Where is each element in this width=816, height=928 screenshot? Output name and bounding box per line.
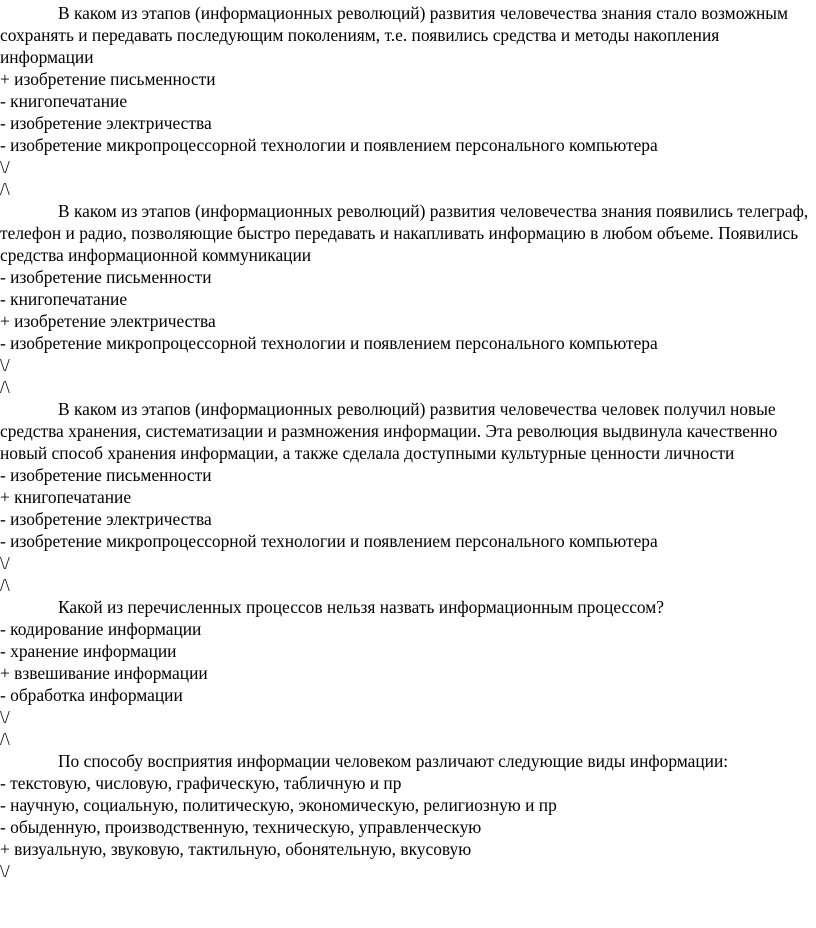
question-text: По способу восприятия информации человеком различают следующие виды информации: [58, 751, 729, 771]
answer-option: - изобретение письменности [0, 267, 212, 287]
separator-up: /\ [0, 729, 10, 749]
separator-down: \/ [0, 355, 10, 375]
answer-option: - научную, социальную, политическую, экономическую, религиозную и пр [0, 795, 557, 815]
answer-option: - изобретение электричества [0, 509, 212, 529]
answer-option: + визуальную, звуковую, тактильную, обонятельную, вкусовую [0, 839, 472, 859]
answer-option: + изобретение электричества [0, 311, 216, 331]
question-text: В каком из этапов (информационных революций) развития человечества человек получил новые средства хранения, систематизации и размножения информации. Эта революция выдвинула качественно новый способ хранения информации, а также сделала доступными культурные ценности личности [0, 399, 778, 463]
separator-down: \/ [0, 861, 10, 881]
answer-option: - книгопечатание [0, 289, 128, 309]
question-block [0, 2, 812, 200]
answer-option: - изобретение электричества [0, 113, 212, 133]
answer-option: + изобретение письменности [0, 69, 216, 89]
answer-option: - хранение информации [0, 641, 177, 661]
answer-option: - изобретение микропроцессорной технологии и появлением персонального компьютера [0, 333, 658, 353]
answer-option: - кодирование информации [0, 619, 202, 639]
question-text: В каком из этапов (информационных революций) развития человечества знания появились телеграф, телефон и радио, позволяющие быстро передавать и накапливать информацию в любом объеме. Появились средства информационной коммуникации [0, 201, 809, 265]
answer-option: - изобретение микропроцессорной технологии и появлением персонального компьютера [0, 531, 658, 551]
separator-up: /\ [0, 575, 10, 595]
question-block [0, 398, 812, 596]
separator-down: \/ [0, 157, 10, 177]
answer-option: + взвешивание информации [0, 663, 208, 683]
question-text: В каком из этапов (информационных революций) развития человечества знания стало возможным сохранять и передавать последующим поколениям, т.е. появились средства и методы накопления информации [0, 3, 788, 67]
answer-option: + книгопечатание [0, 487, 132, 507]
separator-down: \/ [0, 553, 10, 573]
answer-option: - изобретение микропроцессорной технологии и появлением персонального компьютера [0, 135, 658, 155]
answer-option: - книгопечатание [0, 91, 128, 111]
answer-option: - изобретение письменности [0, 465, 212, 485]
answer-option: - текстовую, числовую, графическую, табличную и пр [0, 773, 402, 793]
question-block [0, 596, 812, 750]
separator-down: \/ [0, 707, 10, 727]
separator-up: /\ [0, 377, 10, 397]
answer-option: - обработка информации [0, 685, 183, 705]
question-block [0, 750, 812, 882]
question-block [0, 200, 812, 398]
question-text: Какой из перечисленных процессов нельзя назвать информационным процессом? [58, 597, 665, 617]
separator-up: /\ [0, 179, 10, 199]
answer-option: - обыденную, производственную, техническую, управленческую [0, 817, 482, 837]
